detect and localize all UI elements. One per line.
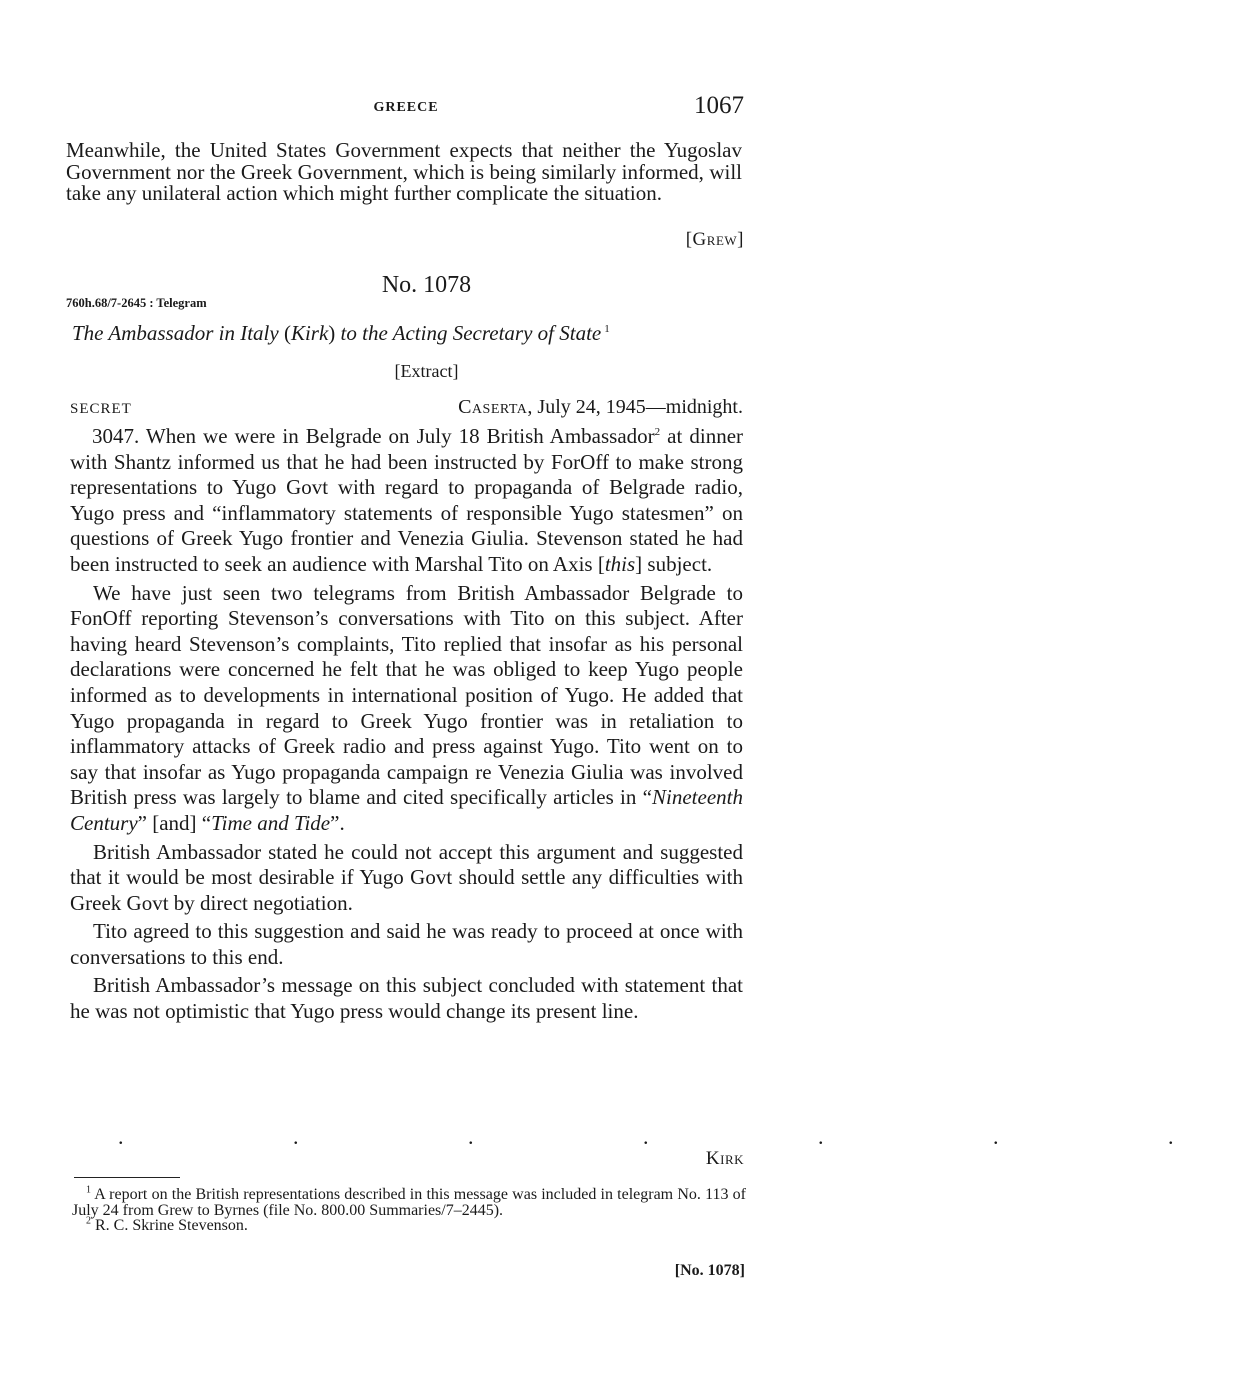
page-number: 1067	[694, 92, 744, 119]
opening-paragraph: Meanwhile, the United States Government expects that neither the Yugoslav Government nor the Greek Government, which is being similarly informed, will take any unilateral action which might further complicate the situation.	[66, 138, 742, 205]
footnote-1-mark: 1	[86, 1184, 91, 1196]
dateline	[70, 396, 743, 422]
p1-footnote-mark: 2	[654, 426, 661, 438]
p1-text-a: 3047. When we were in Belgrade on July 18 British Ambassador	[92, 424, 655, 448]
footnote-2-mark: 2	[86, 1215, 91, 1227]
body-paragraph-1	[70, 424, 743, 578]
running-head	[68, 92, 744, 124]
heading-part-1: The Ambassador in Italy	[72, 321, 284, 345]
body-paragraph-3: British Ambassador stated he could not accept this argument and suggested that it would be most desirable if Yugo Govt should settle any difficulties with Greek Govt by direct negotiation.	[70, 839, 743, 915]
tail-reference: [No. 1078]	[674, 1262, 745, 1279]
p2-italic-1: Nineteenth Century	[70, 785, 743, 835]
footnote-1-text: A report on the British representations described in this message was included in telegram No. 113 of July 24 from Grew to Byrnes (file No. 800.00 Summaries/7–2445).	[72, 1186, 746, 1219]
footnote-rule	[74, 1177, 180, 1178]
body-paragraph-2	[70, 581, 743, 837]
telegram-body	[70, 424, 743, 1028]
ellipsis-text: . . . . . . .	[118, 1124, 1256, 1149]
place: Caserta	[458, 396, 528, 418]
p2-italic-2: Time and Tide	[211, 810, 331, 835]
p1-text-b: at dinner with Shantz informed us that he had been instructed by ForOff to make strong representations to Yugo Govt with regard to propaganda of Belgrade radio, Yugo press and “inflammatory statements of responsible Yugo statesmen” on questions of Greek Yugo frontier and Venezia Giulia. Stevenson stated he had been instructed to seek an audience with Marshal Tito on Axis [	[70, 424, 744, 576]
extract-label: [Extract]	[394, 361, 459, 381]
place-date	[458, 396, 743, 419]
prior-signature: [Grew]	[685, 229, 744, 250]
body-paragraph-5: British Ambassador’s message on this subject concluded with statement that he was not optimistic that Yugo press would change its present line.	[70, 973, 743, 1024]
date: , July 24, 1945—midnight.	[527, 396, 743, 418]
footnote-1	[72, 1184, 746, 1219]
heading-part-2: to the Acting Secretary of State	[335, 321, 602, 345]
p2-text-c: ”.	[330, 810, 345, 835]
footnotes	[72, 1184, 746, 1234]
heading-name: Kirk	[290, 321, 329, 345]
running-title: GREECE	[373, 100, 439, 115]
heading-footnote-mark: 1	[604, 323, 610, 335]
heading-paren-open: (	[283, 321, 291, 345]
document-number: No. 1078	[381, 272, 472, 298]
file-reference: 760h.68/7-2645 : Telegram	[66, 296, 207, 310]
p1-text-c: ] subject.	[635, 551, 713, 576]
body-paragraph-4: Tito agreed to this suggestion and said he was ready to proceed at once with conversations to this end.	[70, 919, 743, 969]
signature: Kirk	[705, 1148, 744, 1169]
ellipsis-omission	[118, 1124, 1256, 1150]
p2-text-a: We have just seen two telegrams from British Ambassador Belgrade to FonOff reporting Stevenson’s conversations with Tito on this subject. After having heard Stevenson’s complaints, Tito replied that insofar as his personal declarations were concerned he felt that he was obliged to keep Yugo people informed as to developments in international position of Yugo. He added that Yugo propaganda in regard to Greek Yugo frontier was in retaliation to inflammatory attacks of Greek radio and press against Yugo. Tito went on to say that insofar as Yugo propaganda campaign re Venezia Giulia was involved British press was largely to blame and cited specifically articles in “	[70, 580, 743, 810]
footnote-2-text: R. C. Skrine Stevenson.	[91, 1217, 248, 1234]
p2-text-b: ” [and] “	[137, 810, 212, 835]
heading-paren-close: )	[328, 321, 336, 345]
document-heading	[72, 321, 610, 346]
classification: SECRET	[70, 401, 132, 417]
footnote-2	[72, 1215, 746, 1234]
p1-italic: this	[604, 551, 636, 576]
